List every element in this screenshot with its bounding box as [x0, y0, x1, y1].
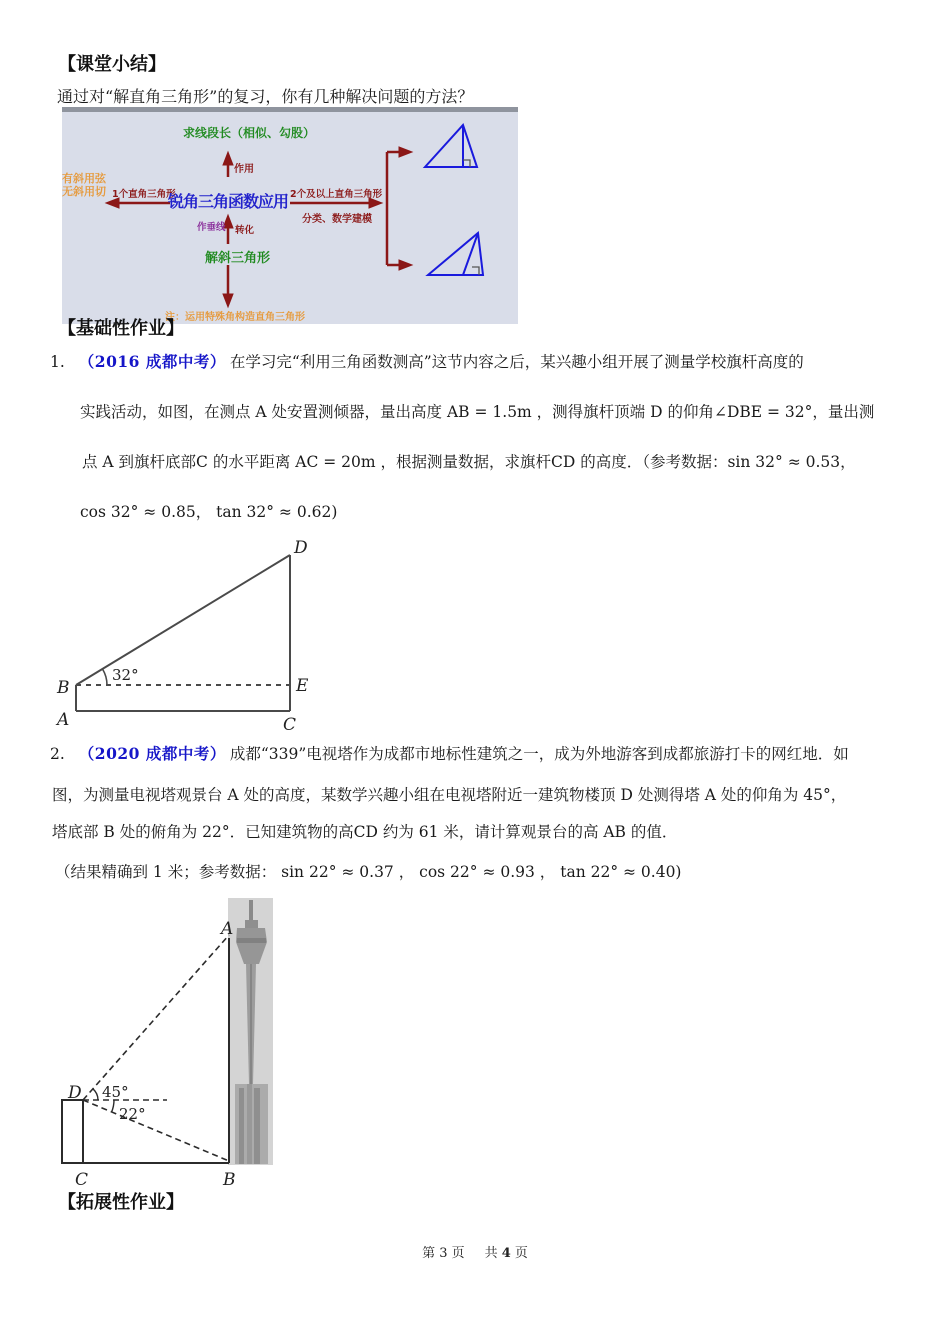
flowchart-arrows: [106, 147, 412, 307]
basic-homework-heading: 【基础性作业】: [58, 318, 184, 339]
footer-total-count: 4: [501, 1246, 511, 1261]
problem2-label-C: C: [75, 1170, 89, 1190]
tower-photo: [228, 898, 273, 1165]
footer-total-prefix: 共: [484, 1246, 502, 1261]
problem2-line1-text: 成都“339”电视塔作为成都市地标性建筑之一，成为外地游客到成都旅游打卡的网红地．如: [229, 745, 849, 763]
problem1-label-C: C: [283, 715, 297, 733]
flowchart-bottom-label: 解斜三角形: [205, 251, 271, 266]
flowchart-graphics: [62, 107, 518, 324]
problem1-label-B: B: [57, 678, 70, 698]
problem2-angle-up-label: 45°: [102, 1083, 129, 1101]
problem1-line2: 实践活动，如图，在测点 A 处安置测倾器，量出高度 AB = 1.5m ，测得旗杆顶端 D 的仰角∠DBE = 32°，量出测: [80, 403, 875, 421]
problem2-number: 2.: [50, 745, 65, 763]
summary-heading: 【课堂小结】: [58, 54, 166, 75]
problem2-diagram: [55, 898, 295, 1193]
problem2-angle-down-label: 22°: [119, 1105, 146, 1123]
flowchart-right-sub-label: 分类、数学建模: [302, 214, 372, 225]
problem2-diagram-lines: [62, 935, 229, 1163]
problem1-number: 1.: [50, 353, 65, 371]
footer-total-unit: 页: [510, 1246, 528, 1261]
flowchart-top-strip: [62, 107, 518, 112]
problem1-line4: cos 32° ≈ 0.85， tan 32° ≈ 0.62): [80, 503, 338, 521]
flowchart-top-label: 求线段长（相似、勾股）: [183, 126, 316, 140]
problem1-label-A: A: [57, 710, 70, 730]
problem1-angle-label: 32°: [112, 666, 139, 684]
problem2-line3: 塔底部 B 处的俯角为 22°．已知建筑物的高CD 约为 61 米，请计算观景台的高 AB 的值．: [52, 823, 678, 841]
problem1-label-D: D: [294, 538, 308, 558]
flowchart-bottom-note: 注：运用特殊角构造直角三角形: [165, 312, 305, 323]
summary-intro: 通过对“解直角三角形”的复习，你有几种解决问题的方法？: [57, 87, 474, 106]
flowchart-left-note-2: 无斜用切: [62, 185, 106, 198]
problem1-diagram: [55, 533, 321, 733]
flowchart-transform-label: 转化: [235, 225, 255, 236]
flowchart-up-arrow-label: 作用: [234, 164, 254, 175]
problem2-label-D: D: [68, 1083, 82, 1103]
problem2-line2: 图，为测量电视塔观景台 A 处的高度，某数学兴趣小组在电视塔附近一建筑物楼顶 D 处测得塔 A 处的仰角为 45°，: [52, 786, 847, 804]
flowchart-left-arrow-label: 1个直角三角形: [112, 189, 176, 200]
problem2-line1: [50, 742, 849, 764]
problem1-exam-tag: （2016 成都中考）: [78, 352, 226, 371]
footer-page-number: 第 3 页: [422, 1246, 465, 1261]
problem1-label-E: E: [296, 676, 309, 696]
problem2-line4: （结果精确到 1 米；参考数据： sin 22° ≈ 0.37 ， cos 22° ≈ 0.93 ， tan 22° ≈ 0.40): [55, 863, 682, 881]
problem2-label-A: A: [221, 919, 234, 939]
problem1-line3: 点 A 到旗杆底部C 的水平距离 AC = 20m ，根据测量数据，求旗杆CD 的高度．（参考数据：sin 32° ≈ 0.53，: [82, 453, 856, 471]
problem2-exam-tag: （2020 成都中考）: [78, 744, 226, 763]
problem1-diagram-lines: [76, 555, 290, 711]
extension-homework-heading: 【拓展性作业】: [58, 1192, 184, 1213]
right-angle-marks: [463, 160, 479, 275]
flowchart-left-note-1: 有斜用弦: [62, 172, 106, 185]
problem2-label-B: B: [223, 1170, 236, 1190]
problem1-line1-text: 在学习完“利用三角函数测高”这节内容之后，某兴趣小组开展了测量学校旗杆高度的: [229, 353, 804, 371]
flowchart-right-arrow-label: 2个及以上直角三角形: [290, 189, 383, 200]
flowchart-triangles: [425, 125, 483, 275]
flowchart-image: [62, 107, 518, 324]
flowchart-center-label: 锐角三角函数应用: [168, 192, 289, 211]
problem1-line1: [50, 350, 804, 372]
page-footer: [0, 1242, 950, 1261]
flowchart-perp-label: 作垂线: [197, 222, 226, 233]
